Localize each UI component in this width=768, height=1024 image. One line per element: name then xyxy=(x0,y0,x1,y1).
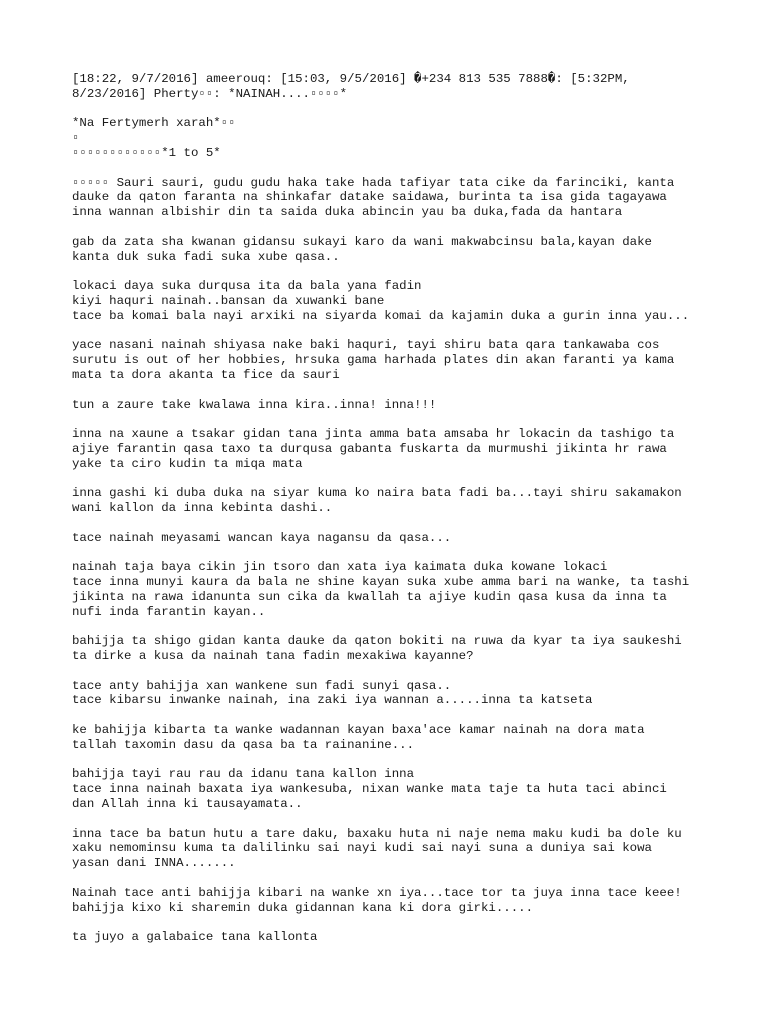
text-line: dan Allah inna ki tausayamata.. xyxy=(72,797,303,812)
text-line: dauke da qaton faranta na shinkafar datake saidawa, burinta ta isa gida tagayawa xyxy=(72,190,667,205)
text-line: yake ta ciro kudin ta miqa mata xyxy=(72,456,303,471)
paragraph xyxy=(72,886,712,916)
text-line: inna wannan albishir din ta saida duka abincin yau ba duka,fada da hantara xyxy=(72,205,623,220)
text-line: kiyi haquri nainah..bansan da xuwanki bane xyxy=(72,293,385,308)
text-line: *Na Fertymerh xarah*▫▫ xyxy=(72,116,236,131)
paragraph xyxy=(72,279,712,323)
text-line: inna tace ba batun hutu a tare daku, baxaku huta ni naje nema maku kudi ba dole ku xyxy=(72,826,682,841)
text-line: ▫▫▫▫▫ Sauri sauri, gudu gudu haka take hada tafiyar tata cike da farinciki, kanta xyxy=(72,175,675,190)
text-line: tace inna munyi kaura da bala ne shine kayan suka xube amma bari na wanke, ta tashi xyxy=(72,575,690,590)
paragraph xyxy=(72,723,712,753)
text-line: ta dirke a kusa da nainah tana fadin mexakiwa kayanne? xyxy=(72,649,474,664)
text-line: tallah taxomin dasu da qasa ba ta rainanine... xyxy=(72,737,415,752)
text-line: 8/23/2016] Pherty▫▫: *NAINAH....▫▫▫▫* xyxy=(72,86,348,101)
text-line: tace anty bahijja xan wankene sun fadi sunyi qasa.. xyxy=(72,678,452,693)
text-line: surutu is out of her hobbies, hrsuka gama harhada plates din akan faranti ya kama xyxy=(72,353,675,368)
text-line: inna na xaune a tsakar gidan tana jinta amma bata amsaba hr lokacin da tashigo ta xyxy=(72,427,675,442)
paragraph xyxy=(72,176,712,220)
paragraph xyxy=(72,827,712,871)
text-line: mata ta dora akanta ta fice da sauri xyxy=(72,367,340,382)
text-line: yasan dani INNA....... xyxy=(72,856,236,871)
paragraph xyxy=(72,486,712,516)
text-line: bahijja tayi rau rau da idanu tana kallon inna xyxy=(72,767,415,782)
text-line: ajiye farantin qasa taxo ta durqusa gabanta fuskarta da murmushi jikinta hr rawa xyxy=(72,441,667,456)
paragraph xyxy=(72,427,712,471)
paragraph xyxy=(72,560,712,619)
paragraph xyxy=(72,767,712,811)
paragraph xyxy=(72,531,712,546)
paragraph xyxy=(72,679,712,709)
text-line: bahijja kixo ki sharemin duka gidannan kana ki dora girki..... xyxy=(72,900,534,915)
text-line: [18:22, 9/7/2016] ameerouq: [15:03, 9/5/2016] �+234 813 535 7888�: [5:32PM, xyxy=(72,72,630,86)
text-line: ▫ xyxy=(72,131,80,146)
text-line: bahijja ta shigo gidan kanta dauke da qaton bokiti na ruwa da kyar ta iya saukeshi xyxy=(72,634,682,649)
paragraph xyxy=(72,116,712,160)
text-line: jikinta na rawa idanunta sun cika da kwallah ta ajiye kudin qasa kusa da inna ta xyxy=(72,589,667,604)
text-line: kanta duk suka fadi suka xube qasa.. xyxy=(72,249,340,264)
paragraph xyxy=(72,398,712,413)
chat-story-text xyxy=(72,72,712,960)
text-line: ta juyo a galabaice tana kallonta xyxy=(72,930,318,945)
text-line: gab da zata sha kwanan gidansu sukayi karo da wani makwabcinsu bala,kayan dake xyxy=(72,234,652,249)
text-line: wani kallon da inna kebinta dashi.. xyxy=(72,501,333,516)
text-line: ▫▫▫▫▫▫▫▫▫▫▫▫*1 to 5* xyxy=(72,145,221,160)
text-line: lokaci daya suka durqusa ita da bala yana fadin xyxy=(72,279,422,294)
text-line: nainah taja baya cikin jin tsoro dan xata iya kaimata duka kowane lokaci xyxy=(72,560,608,575)
text-line: tace kibarsu inwanke nainah, ina zaki iya wannan a.....inna ta katseta xyxy=(72,693,593,708)
paragraph xyxy=(72,930,712,945)
text-line: tace nainah meyasami wancan kaya nagansu da qasa... xyxy=(72,530,452,545)
paragraph xyxy=(72,72,712,102)
text-line: tace inna nainah baxata iya wankesuba, nixan wanke mata taje ta huta taci abinci xyxy=(72,782,667,797)
text-line: yace nasani nainah shiyasa nake baki haquri, tayi shiru bata qara tankawaba cos xyxy=(72,338,660,353)
paragraph xyxy=(72,634,712,664)
text-line: inna gashi ki duba duka na siyar kuma ko naira bata fadi ba...tayi shiru sakamakon xyxy=(72,486,682,501)
text-line: nufi inda farantin kayan.. xyxy=(72,604,266,619)
paragraph xyxy=(72,235,712,265)
text-line: Nainah tace anti bahijja kibari na wanke xn iya...tace tor ta juya inna tace keee! xyxy=(72,885,682,900)
text-line: tace ba komai bala nayi arxiki na siyarda komai da kajamin duka a gurin inna yau... xyxy=(72,308,690,323)
text-line: ke bahijja kibarta ta wanke wadannan kayan baxa'ace kamar nainah na dora mata xyxy=(72,723,645,738)
text-line: tun a zaure take kwalawa inna kira..inna! inna!!! xyxy=(72,397,437,412)
text-line: xaku nemominsu kuma ta dalilinku sai nayi kudi sai nayi suna a duniya sai kowa xyxy=(72,841,652,856)
paragraph xyxy=(72,338,712,382)
